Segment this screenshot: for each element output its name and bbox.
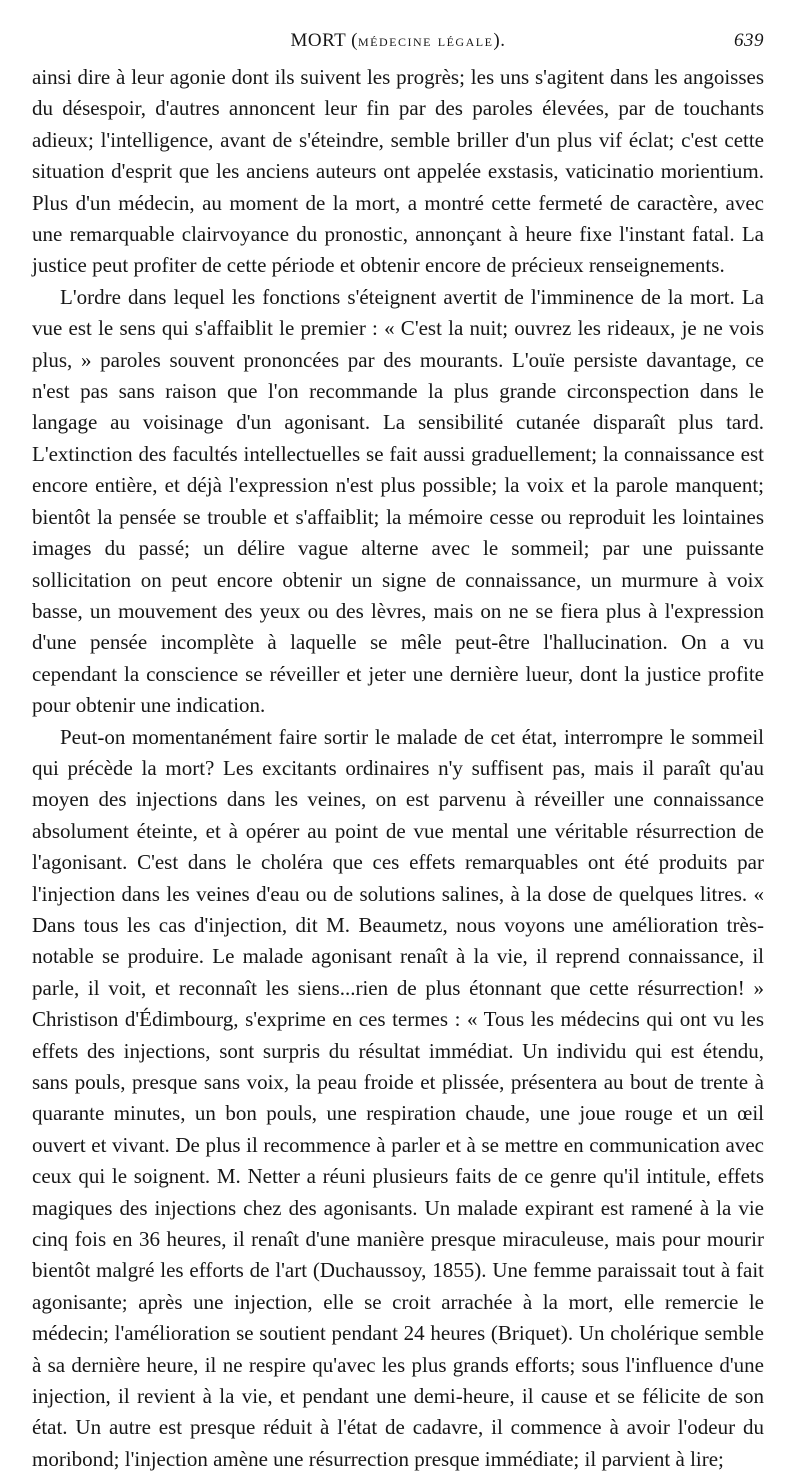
running-head	[32, 24, 764, 60]
page-number: 639	[734, 30, 764, 51]
running-title-main: MORT (	[290, 30, 358, 51]
paragraph-2: L'ordre dans lequel les fonctions s'éteignent avertit de l'imminence de la mort. La vue est le sens qui s'affaiblit le premier : « C'est la nuit; ouvrez les rideaux, je ne vois plus, » paroles souvent prononcées par des mourants. L'ouïe persiste davantage, ce n'est pas sans raison que l'on recommande la plus grande circonspection dans le langage au voisinage d'un agonisant. La sensibilité cutanée disparaît plus tard. L'extinction des facultés intellectuelles se fait aussi graduellement; la connaissance est encore entière, et déjà l'expression n'est plus possible; la voix et la parole manquent; bientôt la pensée se trouble et s'affaiblit; la mémoire cesse ou reproduit les lointaines images du passé; un délire vague alterne avec le sommeil; par une puissante sollicitation on peut encore obtenir un signe de connaissance, un murmure à voix basse, un mouvement des yeux ou des lèvres, mais on ne se fiera plus à l'expression d'une pensée incomplète à laquelle se mêle peut-être l'hallucination. On a vu cependant la conscience se réveiller et jeter une dernière lueur, dont la justice profite pour obtenir une indication.	[32, 284, 764, 718]
running-title-end: ).	[493, 30, 506, 51]
paragraph-1: ainsi dire à leur agonie dont ils suivent les progrès; les uns s'agitent dans les angoisses du désespoir, d'autres annoncent leur fin par des paroles élevées, par de touchants adieux; l'intelligence, avant de s'éteindre, semble briller d'un plus vif éclat; c'est cette situation d'esprit que les anciens auteurs ont appelée exstasis, vaticinatio morientium. Plus d'un médecin, au moment de la mort, a montré cette fermeté de caractère, avec une remarquable clairvoyance du pronostic, annonçant à heure fixe l'instant fatal. La justice peut profiter de cette période et obtenir encore de précieux renseignements.	[32, 65, 764, 278]
running-title-subject: médecine légale	[358, 31, 494, 50]
running-title	[32, 30, 764, 52]
paragraph-3: Peut-on momentanément faire sortir le malade de cet état, interrompre le sommeil qui précède la mort? Les excitants ordinaires n'y suffisent pas, mais il paraît qu'au moyen des injections dans les veines, on est parvenu à réveiller une connaissance absolument éteinte, et à opérer au point de vue mental une véritable résurrection de l'agonisant. C'est dans le choléra que ces effets remarquables ont été produits par l'injection dans les veines d'eau ou de solutions salines, à la dose de quelques litres. « Dans tous les cas d'injection, dit M. Beaumetz, nous voyons une amélioration très-notable se produire. Le malade agonisant renaît à la vie, il reprend connaissance, il parle, il voit, et reconnaît les siens...rien de plus étonnant que cette résurrection! » Christison d'Édimbourg, s'exprime en ces termes : « Tous les médecins qui ont vu les effets des injections, sont surpris du résultat immédiat. Un individu qui est étendu, sans pouls, presque sans voix, la peau froide et plissée, présentera au bout de trente à quarante minutes, un bon pouls, une respiration chaude, une joue rouge et un œil ouvert et vivant. De plus il recommence à parler et à se mettre en communication avec ceux qui le soignent. M. Netter a réuni plusieurs faits de ce genre qu'il intitule, effets magiques des injections chez des agonisants. Un malade expirant est ramené à la vie cinq fois en 36 heures, il renaît d'une manière presque miraculeuse, mais pour mourir bientôt malgré les efforts de l'art (Duchaussoy, 1855). Une femme paraissait tout à fait agonisante; après une injection, elle se croit arrachée à la mort, elle remercie le médecin; l'amélioration se soutient pendant 24 heures (Briquet). Un cholérique semble à sa dernière heure, il ne respire qu'avec les plus grands efforts; sous l'influence d'une injection, il revient à la vie, et pendant une demi-heure, il cause et se félicite de son état. Un autre est presque réduit à l'état de cadavre, il commence à avoir l'odeur du moribond; l'injection amène une résurrection presque immédiate; il parvient à lire;	[32, 724, 764, 1471]
body-text	[32, 62, 764, 1475]
